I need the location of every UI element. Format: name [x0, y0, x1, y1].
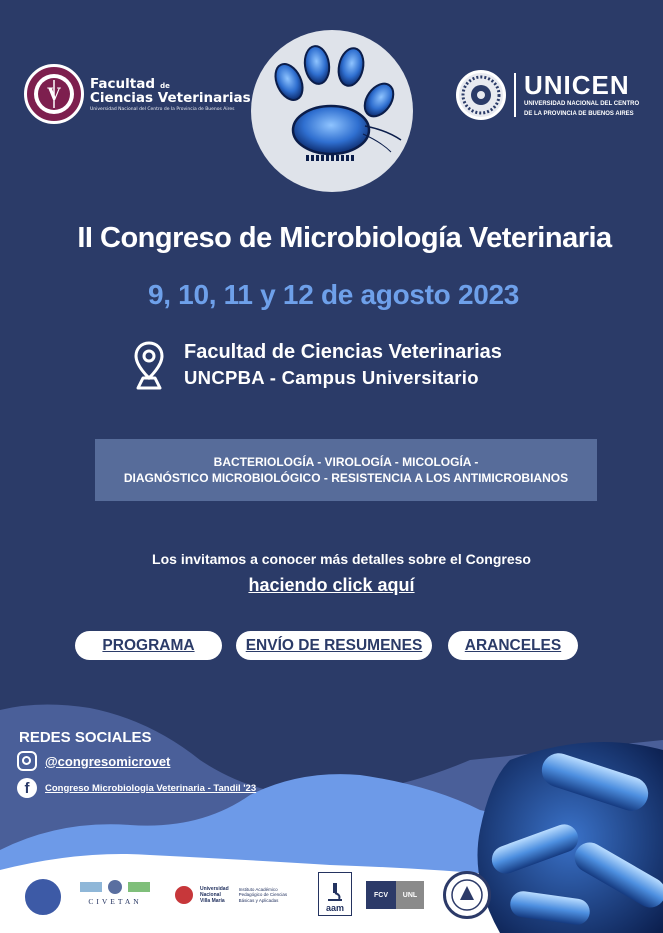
- facebook-page[interactable]: Congreso Microbiologia Veterinaria - Tandil '23: [45, 782, 257, 794]
- instagram-handle[interactable]: @congresomicrovet: [45, 753, 171, 769]
- congress-dates: 9, 10, 11 y 12 de agosto 2023: [147, 279, 520, 310]
- venue-line2: UNCPBA - Campus Universitario: [184, 367, 479, 388]
- fcv-logo: [24, 64, 251, 124]
- sponsor-seal-2-icon: [443, 871, 491, 919]
- vm-inst-2: Pedagógico de Ciencias: [238, 892, 288, 898]
- aam-text: aam: [325, 903, 344, 913]
- topics-line2: DIAGNÓSTICO MICROBIOLÓGICO - RESISTENCIA A LOS ANTIMICROBIANOS: [123, 471, 569, 485]
- programa-button[interactable]: PROGRAMA: [75, 631, 222, 660]
- vm-name-3: Villa María: [200, 898, 225, 904]
- vm-inst-3: Básicas y Aplicadas: [238, 897, 279, 903]
- unl-box: UNL: [396, 881, 424, 909]
- sponsor-seal-icon: [23, 877, 63, 917]
- aranceles-button[interactable]: ARANCELES: [448, 631, 578, 660]
- venue-line1: Facultad de Ciencias Veterinarias: [184, 341, 502, 363]
- location-pin-icon: [133, 340, 165, 392]
- villa-maria-logo: [172, 883, 287, 907]
- unicen-sub1: UNIVERSIDAD NACIONAL DEL CENTRO: [524, 101, 640, 108]
- fcv-seal-icon: [24, 64, 84, 124]
- invite-text: Los invitamos a conocer más detalles sobre el Congreso: [152, 551, 531, 567]
- vm-inst-1: Instituto Académico: [238, 886, 278, 892]
- bacteria-image: [470, 740, 663, 933]
- facebook-icon: f: [17, 778, 37, 798]
- fcv-line2: Ciencias Veterinarias: [90, 89, 251, 106]
- resumenes-button[interactable]: ENVÍO DE RESUMENES: [236, 631, 432, 660]
- fcv-line3: Universidad Nacional del Centro de la Provincia de Buenos Aires: [90, 107, 235, 113]
- click-here-link[interactable]: haciendo click aquí: [248, 575, 415, 595]
- emblem-icon: [108, 880, 122, 894]
- paw-bacteria-icon: [251, 30, 413, 192]
- vm-name-1: Universidad: [200, 886, 229, 892]
- facebook-row[interactable]: [17, 778, 256, 798]
- unicen-sub2: DE LA PROVINCIA DE BUENOS AIRES: [524, 111, 634, 117]
- unicen-seal-icon: [456, 70, 506, 120]
- fcv-line1-small: de: [160, 82, 170, 91]
- vm-name-2: Nacional: [200, 892, 221, 898]
- congress-title: II Congreso de Microbiología Veterinaria: [77, 222, 612, 254]
- conicet-icon: [80, 882, 102, 892]
- instagram-icon: [17, 751, 37, 771]
- aam-logo: [318, 872, 352, 916]
- svg-text:V: V: [47, 85, 61, 105]
- fcv-line1: Facultad: [90, 76, 156, 93]
- fcv-box: FCV: [366, 881, 396, 909]
- fcv-unl-logo: [366, 881, 424, 909]
- villa-maria-icon: [172, 883, 196, 907]
- civetan-text: CIVETAN: [88, 897, 142, 906]
- paw-logo: [251, 30, 413, 192]
- topics-line1: BACTERIOLOGÍA - VIROLOGÍA - MICOLOGÍA -: [213, 454, 479, 469]
- microscope-icon: [325, 881, 345, 903]
- instagram-row[interactable]: [17, 751, 170, 771]
- social-heading: REDES SOCIALES: [19, 729, 152, 746]
- civetan-logo: [80, 880, 150, 906]
- unicen-logo: [456, 70, 639, 120]
- unicen-name: UNICEN: [524, 70, 630, 101]
- topics-box: [95, 439, 597, 501]
- cic-icon: [128, 882, 150, 892]
- unicen-divider: [514, 73, 516, 117]
